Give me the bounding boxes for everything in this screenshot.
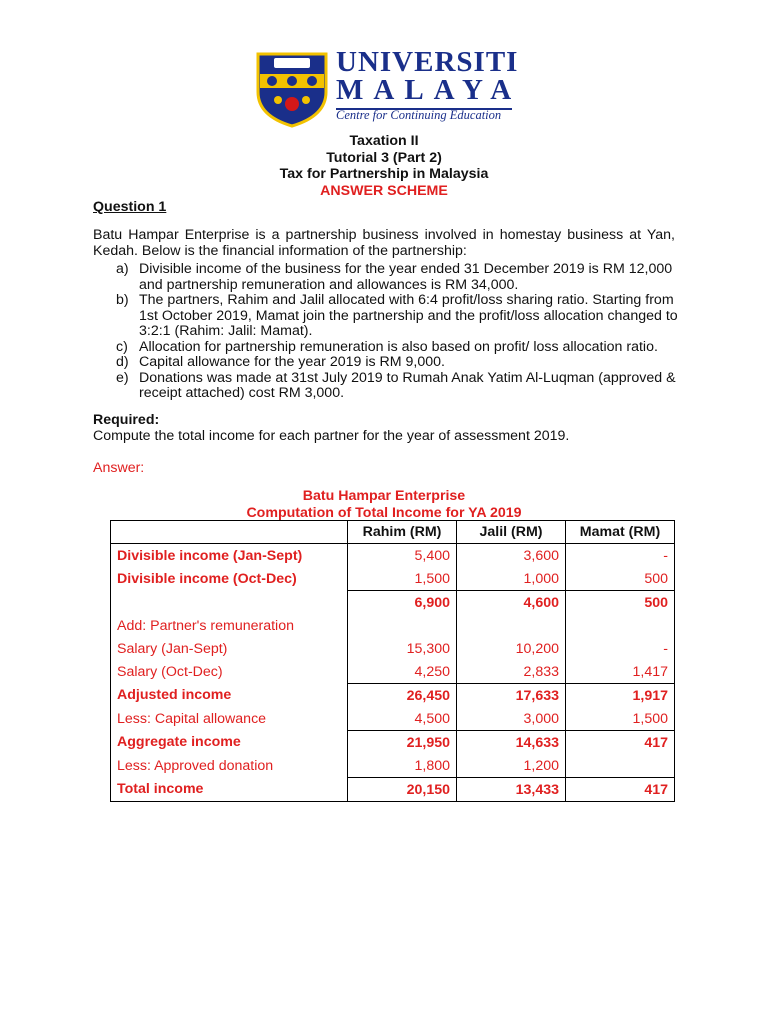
list-item (93, 340, 683, 356)
cell-rahim: 4,500 (348, 707, 457, 731)
question-heading: Question 1 (93, 199, 167, 215)
university-logo (252, 44, 522, 128)
row-label: Salary (Jan-Sept) (111, 637, 348, 660)
cell-jalil: 14,633 (457, 731, 566, 755)
list-item (93, 262, 683, 293)
table-row (111, 754, 675, 778)
cell-rahim: 5,400 (348, 544, 457, 568)
cell-jalil: 13,433 (457, 778, 566, 802)
row-label: Aggregate income (111, 731, 348, 755)
cell-rahim: 6,900 (348, 591, 457, 615)
cell-mamat: 1,417 (566, 660, 675, 684)
required-section (93, 413, 569, 444)
cell-mamat: - (566, 544, 675, 568)
cell-rahim: 20,150 (348, 778, 457, 802)
info-list (93, 262, 683, 402)
cell-mamat (566, 754, 675, 778)
row-label: Add: Partner's remuneration (111, 614, 348, 637)
cell-jalil (457, 614, 566, 637)
logo-line-centre: Centre for Continuing Education (336, 108, 502, 122)
list-marker: c) (116, 338, 128, 355)
answer-scheme-title: ANSWER SCHEME (320, 182, 448, 199)
list-text: Allocation for partnership remuneration is also based on profit/ loss allocation ratio. (139, 338, 658, 355)
topic-title: Tax for Partnership in Malaysia (279, 166, 489, 182)
table-row (111, 778, 675, 802)
computation-title (0, 488, 768, 521)
cell-mamat: 417 (566, 731, 675, 755)
header-cell-jalil: Jalil (RM) (457, 521, 566, 544)
cell-rahim: 1,800 (348, 754, 457, 778)
crest-icon (252, 44, 332, 128)
required-text: Compute the total income for each partner for the year of assessment 2019. (93, 427, 570, 444)
table-row (111, 567, 675, 591)
cell-mamat: 500 (566, 591, 675, 615)
cell-rahim: 15,300 (348, 637, 457, 660)
row-label: Adjusted income (111, 684, 348, 708)
row-label: Divisible income (Oct-Dec) (111, 567, 348, 591)
header-cell (111, 521, 348, 544)
cell-mamat: 1,500 (566, 707, 675, 731)
table-row (111, 731, 675, 755)
cell-jalil: 3,000 (457, 707, 566, 731)
cell-mamat (566, 614, 675, 637)
cell-jalil: 2,833 (457, 660, 566, 684)
row-label: Salary (Oct-Dec) (111, 660, 348, 684)
header-cell-mamat: Mamat (RM) (566, 521, 675, 544)
list-item (93, 371, 683, 402)
list-item (93, 293, 683, 340)
document-titles (0, 133, 768, 199)
list-marker: d) (116, 354, 129, 370)
cell-mamat: 500 (566, 567, 675, 591)
list-marker: b) (116, 292, 129, 308)
computation-heading: Computation of Total Income for YA 2019 (246, 504, 522, 521)
table-row (111, 637, 675, 660)
list-text: Capital allowance for the year 2019 is RM 9,000. (139, 354, 445, 370)
enterprise-name: Batu Hampar Enterprise (302, 488, 466, 504)
required-label: Required: (93, 412, 160, 428)
answer-label: Answer: (93, 460, 145, 476)
cell-rahim: 4,250 (348, 660, 457, 684)
computation-table (110, 520, 675, 802)
cell-rahim: 21,950 (348, 731, 457, 755)
cell-mamat: - (566, 637, 675, 660)
question-intro: Batu Hampar Enterprise is a partnership business involved in homestay business at Yan, Kedah. Below is the financial information of the partnership: (93, 227, 675, 259)
row-label (111, 591, 348, 615)
row-label: Total income (111, 778, 348, 802)
list-marker: a) (116, 261, 129, 277)
cell-rahim (348, 614, 457, 637)
table-row (111, 591, 675, 615)
list-item (93, 355, 683, 371)
cell-mamat: 1,917 (566, 684, 675, 708)
cell-jalil: 17,633 (457, 684, 566, 708)
cell-jalil: 1,200 (457, 754, 566, 778)
row-label: Divisible income (Jan-Sept) (111, 544, 348, 568)
logo-line-malaya: MALAYA (336, 74, 522, 106)
cell-jalil: 10,200 (457, 637, 566, 660)
table-row (111, 707, 675, 731)
header-cell-rahim: Rahim (RM) (348, 521, 457, 544)
cell-jalil: 3,600 (457, 544, 566, 568)
list-marker: e) (116, 369, 129, 386)
cell-jalil: 4,600 (457, 591, 566, 615)
row-label: Less: Capital allowance (111, 707, 348, 731)
table-header-row (111, 521, 675, 544)
cell-mamat: 417 (566, 778, 675, 802)
table-row (111, 544, 675, 568)
tutorial-title: Tutorial 3 (Part 2) (326, 149, 442, 166)
table-row (111, 660, 675, 684)
list-text: Donations was made at 31st July 2019 to Rumah Anak Yatim Al-Luqman (approved & receipt attached) cost RM 3,000. (139, 369, 676, 401)
cell-rahim: 26,450 (348, 684, 457, 708)
course-title: Taxation II (349, 133, 419, 149)
list-text: The partners, Rahim and Jalil allocated with 6:4 profit/loss sharing ratio. Starting from 1st October 2019, Mamat join the partnership and the profit/loss allocation changed to 3:2:1 (Rahim: Jalil: Mamat). (139, 292, 678, 339)
cell-jalil: 1,000 (457, 567, 566, 591)
table-row (111, 684, 675, 708)
table-row (111, 614, 675, 637)
logo-line-universiti: UNIVERSITI (336, 46, 519, 78)
list-text: Divisible income of the business for the year ended 31 December 2019 is RM 12,000 and partnership remuneration and allowances is RM 34,000. (139, 261, 673, 293)
cell-rahim: 1,500 (348, 567, 457, 591)
row-label: Less: Approved donation (111, 754, 348, 778)
